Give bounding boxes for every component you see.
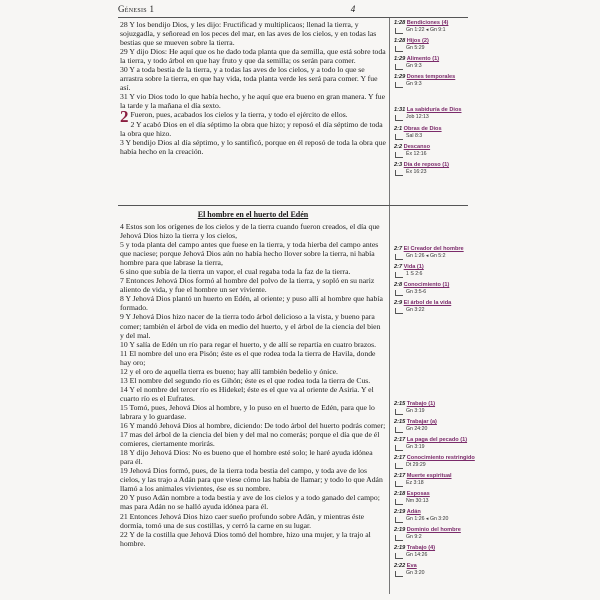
- cross-ref-link[interactable]: Gn 5:29: [406, 45, 425, 51]
- cross-ref-topic[interactable]: Bendiciones (4): [406, 20, 449, 26]
- checkbox-icon: [395, 571, 403, 577]
- checkbox-icon: [395, 170, 403, 176]
- cross-ref-topic[interactable]: Alimento (1): [406, 56, 440, 62]
- cross-ref-link[interactable]: Job 12:13: [406, 114, 429, 120]
- cross-ref-topic[interactable]: Dominio del hombre: [406, 527, 461, 533]
- checkbox-icon: [395, 46, 403, 52]
- cross-ref-topic[interactable]: El Creador del hombre: [403, 246, 464, 252]
- checkbox-icon: [395, 481, 403, 487]
- checkbox-icon: [395, 64, 403, 70]
- cross-ref-entry[interactable]: 1:28 Hijos (2) Gn 5:29: [394, 38, 429, 51]
- cross-ref-entry[interactable]: 2:18 Esposas Nm 30:13: [394, 491, 430, 504]
- cross-ref-link[interactable]: Gn 1:26 ◂ Gn 3:20: [406, 516, 449, 522]
- cross-ref-link[interactable]: 1 S 2:6: [406, 271, 423, 277]
- checkbox-icon: [395, 535, 403, 541]
- cross-ref-topic[interactable]: La paga del pecado (1): [406, 437, 468, 443]
- cross-ref-entry[interactable]: 2:17 La paga del pecado (1) Gn 3:19: [394, 437, 468, 450]
- verse: 18 Y dijo Jehová Dios: No es bueno que el hombre esté solo; le haré ayuda idónea para él.: [120, 448, 373, 467]
- cross-ref-entry[interactable]: 2:9 El árbol de la vida Gn 3:22: [394, 300, 452, 313]
- cross-ref-link[interactable]: Gn 9:3: [406, 63, 422, 69]
- verse: 31 Y vio Dios todo lo que había hecho, y he aquí que era bueno en gran manera. Y fue la tarde y la mañana el día sexto.: [120, 92, 386, 111]
- cross-ref-topic[interactable]: Esposas: [406, 491, 430, 497]
- cross-ref-topic[interactable]: Adán: [406, 509, 421, 515]
- main-text-top: [120, 20, 386, 156]
- cross-ref-entry[interactable]: 1:31 La sabiduría de Dios Job 12:13: [394, 107, 462, 120]
- cross-ref-entry[interactable]: 2:8 Conocimiento (1) Gn 3:5-6: [394, 282, 450, 295]
- cross-ref-entry[interactable]: 2:17 Muerte espiritual Ez 3:18: [394, 473, 452, 486]
- header-rule: [118, 17, 468, 18]
- verse: 19 Jehová Dios formó, pues, de la tierra toda bestia del campo, y toda ave de los cielos, y las trajo a Adán para que viese cómo las había de llamar; y todo lo que Adán llamó a los animales vivientes, ése es su nombre.: [120, 466, 383, 494]
- verse: 17 mas del árbol de la ciencia del bien y del mal no comerás; porque el día que de él comieres, ciertamente morirás.: [120, 430, 380, 449]
- cross-ref-entry[interactable]: 2:19 Dominio del hombre Gn 9:2: [394, 527, 461, 540]
- verse: 3 Y bendijo Dios al día séptimo, y lo santificó, porque en él reposó de toda la obra que había hecho en la creación.: [120, 137, 386, 156]
- cross-ref-link[interactable]: Éx 16:23: [406, 169, 427, 175]
- cross-ref-entry[interactable]: 2:19 Trabajo (4) Gn 14:26: [394, 545, 436, 558]
- checkbox-icon: [395, 517, 403, 523]
- cross-ref-topic[interactable]: Eva: [406, 563, 417, 569]
- checkbox-icon: [395, 445, 403, 451]
- cross-ref-topic[interactable]: Trabajar (a): [406, 419, 437, 425]
- chapter-number: 2: [120, 107, 129, 127]
- checkbox-icon: [395, 115, 403, 121]
- cross-ref-link[interactable]: Gn 3:19: [406, 444, 425, 450]
- cross-ref-link[interactable]: Gn 14:26: [406, 552, 428, 558]
- verse: 9 Y Jehová Dios hizo nacer de la tierra todo árbol delicioso a la vista, y bueno para comer; también el árbol de vida en medio del huerto, y el árbol de la ciencia del bien y del mal.: [120, 312, 381, 340]
- page-number: 4: [350, 4, 356, 14]
- verse: 13 El nombre del segundo río es Gihón; éste es el que rodea toda la tierra de Cus.: [120, 375, 371, 385]
- verse: 29 Y dijo Dios: He aquí que os he dado toda planta que da semilla, que está sobre toda la tierra, y todo árbol en que hay fruto y que da semilla; os serán para comer.: [120, 47, 386, 66]
- verse: 16 Y mandó Jehová Dios al hombre, diciendo: De todo árbol del huerto podrás comer;: [120, 421, 386, 431]
- checkbox-icon: [395, 152, 403, 158]
- cross-ref-topic[interactable]: Trabajo (4): [406, 545, 436, 551]
- cross-ref-link[interactable]: Gn 1:26 ◂ Gn 5:2: [406, 253, 446, 259]
- verse: 11 El nombre del uno era Pisón; éste es el que rodea toda la tierra de Havila, donde hay oro;: [120, 348, 376, 367]
- checkbox-icon: [395, 463, 403, 469]
- cross-ref-link[interactable]: Sal 8:3: [406, 133, 423, 139]
- cross-ref-link[interactable]: Éx 12:16: [406, 151, 427, 157]
- cross-ref-topic[interactable]: Descanso: [403, 144, 431, 150]
- cross-ref-topic[interactable]: Hijos (2): [406, 38, 429, 44]
- cross-ref-link[interactable]: Gn 9:2: [406, 534, 422, 540]
- main-text-bottom: [120, 222, 386, 548]
- cross-ref-topic[interactable]: Conocimiento (1): [403, 282, 450, 288]
- verse: 12 y el oro de aquella tierra es bueno; hay allí también bedelio y ónice.: [120, 366, 338, 376]
- cross-ref-link[interactable]: Dt 29:29: [406, 462, 426, 468]
- verse: 4 Estos son los orígenes de los cielos y de la tierra cuando fueron creados, el día que Jehová Dios hizo la tierra y los cielos,: [120, 222, 380, 241]
- verse: 7 Entonces Jehová Dios formó al hombre del polvo de la tierra, y sopló en su nariz aliento de vida, y fue el hombre un ser viviente.: [120, 276, 375, 295]
- verse: Fueron, pues, acabados los cielos y la tierra, y todo el ejército de ellos.: [130, 110, 348, 120]
- cross-ref-entry[interactable]: 1:29 Alimento (1) Gn 9:3: [394, 56, 440, 69]
- verse: 28 Y los bendijo Dios, y les dijo: Fructificad y multiplicaos; llenad la tierra, y sojuzgadla, y señoread en los peces del mar, en las aves de los cielos, y en todas las bestias que se mueven sobre la tierra.: [120, 20, 377, 48]
- cross-ref-entry[interactable]: 1:29 Dones temporales Gn 9:3: [394, 74, 456, 87]
- cross-ref-topic[interactable]: La sabiduría de Dios: [406, 107, 462, 113]
- cross-ref-topic[interactable]: Vida (1): [403, 264, 424, 270]
- verse: 22 Y de la costilla que Jehová Dios tomó del hombre, hizo una mujer, y la trajo al hombre.: [120, 529, 371, 548]
- cross-ref-topic[interactable]: El árbol de la vida: [403, 300, 452, 306]
- cross-ref-topic[interactable]: Obras de Dios: [403, 126, 442, 132]
- cross-ref-topic[interactable]: Dones temporales: [406, 74, 456, 80]
- verse: 10 Y salía de Edén un río para regar el huerto, y de allí se repartía en cuatro brazos.: [120, 339, 376, 349]
- verse: 6 sino que subía de la tierra un vapor, el cual regaba toda la faz de la tierra.: [120, 267, 351, 277]
- checkbox-icon: [395, 308, 403, 314]
- checkbox-icon: [395, 254, 403, 260]
- column-divider: [389, 18, 390, 594]
- cross-ref-entry[interactable]: 2:7 Vida (1) 1 S 2:6: [394, 264, 424, 277]
- verse: 15 Tomó, pues, Jehová Dios al hombre, y lo puso en el huerto de Edén, para que lo labrara y lo guardase.: [120, 402, 375, 421]
- checkbox-icon: [395, 28, 403, 34]
- section-heading: El hombre en el huerto del Edén: [197, 210, 309, 219]
- cross-ref-topic[interactable]: Trabajo (1): [406, 401, 436, 407]
- chapter-2-opening: [120, 107, 386, 127]
- verse: 21 Entonces Jehová Dios hizo caer sueño profundo sobre Adán, y mientras éste dormía, tomó una de sus costillas, y cerró la carne en su lugar.: [120, 511, 365, 530]
- verse: 30 Y a toda bestia de la tierra, y a todas las aves de los cielos, y a todo lo que se arrastra sobre la tierra, en que hay vida, toda planta verde les será para comer. Y fue así.: [120, 65, 378, 93]
- cross-ref-topic[interactable]: Conocimiento restringido: [406, 455, 475, 461]
- cross-ref-entry[interactable]: 2:19 Adán Gn 1:26 ◂ Gn 3:20: [394, 509, 449, 522]
- cross-ref-entry[interactable]: 2:3 Día de reposo (1) Éx 16:23: [394, 162, 450, 175]
- cross-ref-entry[interactable]: 2:1 Obras de Dios Sal 8:3: [394, 126, 442, 139]
- cross-ref-link[interactable]: Gn 3:19: [406, 408, 425, 414]
- checkbox-icon: [395, 290, 403, 296]
- verse: 2 Y acabó Dios en el día séptimo la obra que hizo; y reposó el día séptimo de toda la obra que hizo.: [120, 119, 383, 138]
- cross-ref-link[interactable]: Gn 3:20: [406, 570, 425, 576]
- verse: 20 Y puso Adán nombre a toda bestia y ave de los cielos y a todo ganado del campo; mas para Adán no se halló ayuda idónea para él.: [120, 493, 380, 512]
- cross-ref-entry[interactable]: 1:28 Bendiciones (4) Gn 1:22 ◂ Gn 9:1: [394, 20, 449, 33]
- running-head-book: Génesis 1: [118, 4, 155, 14]
- cross-ref-link[interactable]: Gn 3:5-6: [406, 289, 427, 295]
- cross-ref-entry[interactable]: 2:15 Trabajar (a) Gn 24:20: [394, 419, 437, 432]
- cross-ref-link[interactable]: Gn 9:3: [406, 81, 422, 87]
- cross-ref-link[interactable]: Gn 24:20: [406, 426, 428, 432]
- verse: 8 Y Jehová Dios plantó un huerto en Edén, al oriente; y puso allí al hombre que había formado.: [120, 294, 383, 313]
- checkbox-icon: [395, 82, 403, 88]
- cross-ref-entry[interactable]: 2:7 El Creador del hombre Gn 1:26 ◂ Gn 5:2: [394, 246, 464, 259]
- verse: 14 Y el nombre del tercer río es Hidekel; éste es el que va al oriente de Asiria. Y el cuarto río es el Eufrates.: [120, 384, 374, 403]
- cross-ref-topic[interactable]: Muerte espiritual: [406, 473, 452, 479]
- cross-ref-topic[interactable]: Día de reposo (1): [403, 162, 450, 168]
- checkbox-icon: [395, 272, 403, 278]
- section-rule: [118, 205, 468, 206]
- checkbox-icon: [395, 553, 403, 559]
- cross-ref-link[interactable]: Gn 3:22: [406, 307, 425, 313]
- checkbox-icon: [395, 427, 403, 433]
- cross-ref-link[interactable]: Gn 1:22 ◂ Gn 9:1: [406, 27, 446, 33]
- verse: 5 y toda planta del campo antes que fuese en la tierra, y toda hierba del campo antes que naciese; porque Jehová Dios aún no había hecho llover sobre la tierra, ni había hombre para que labrase la tierra,: [120, 240, 379, 268]
- checkbox-icon: [395, 134, 403, 140]
- checkbox-icon: [395, 409, 403, 415]
- cross-ref-link[interactable]: Nm 30:13: [406, 498, 429, 504]
- cross-ref-entry[interactable]: 2:22 Eva Gn 3:20: [394, 563, 425, 576]
- cross-ref-entry[interactable]: 2:2 Descanso Éx 12:16: [394, 144, 431, 157]
- page-header: [118, 4, 588, 18]
- cross-ref-link[interactable]: Ez 3:18: [406, 480, 424, 486]
- cross-ref-entry[interactable]: 2:17 Conocimiento restringido Dt 29:29: [394, 455, 475, 468]
- cross-ref-entry[interactable]: 2:15 Trabajo (1) Gn 3:19: [394, 401, 436, 414]
- checkbox-icon: [395, 499, 403, 505]
